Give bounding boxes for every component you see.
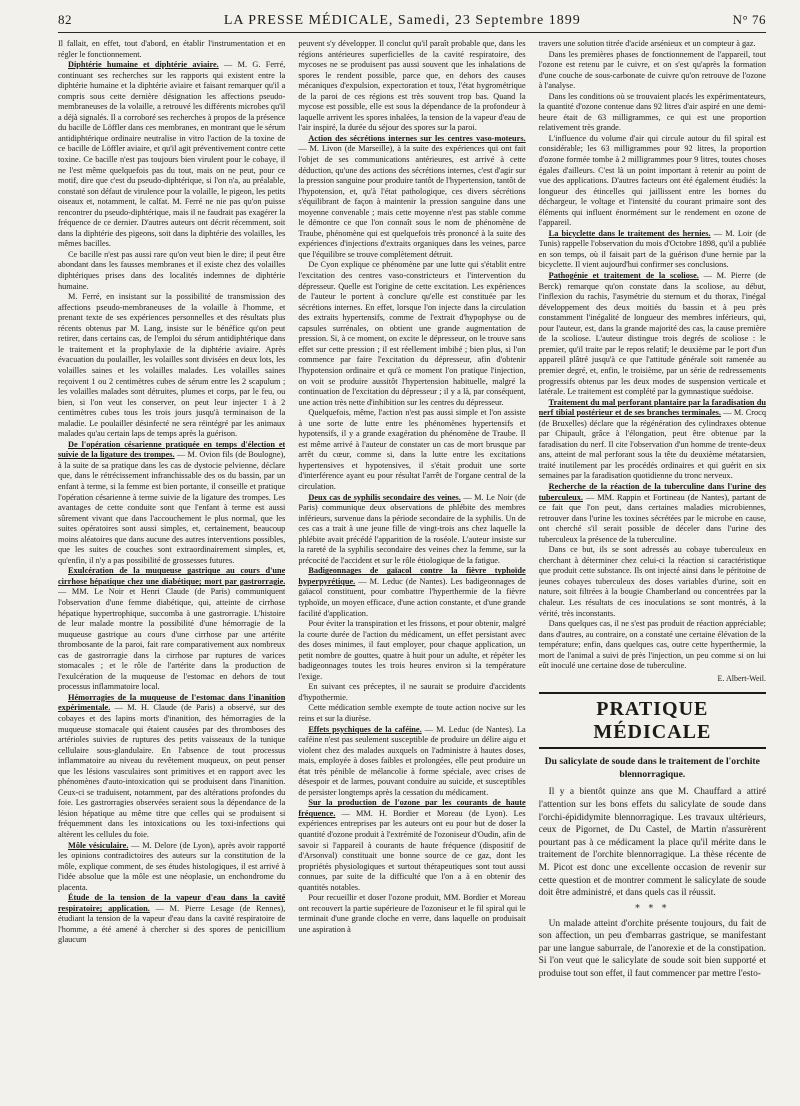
text-paragraph: [539, 50, 766, 92]
paragraph-text: M. Ferré, en insistant sur la possibilité de transmission des affections pseudo-membraneuses de la volaille à l'homme, et prenant texte de ses expériences personnelles et des résultats plus récents obtenus par M. Lang, insiste sur le bénéfice qu'on peut retirer, dans certains cas, de l'emploi du sérum antidiphtérique dans le traitement et la prophylaxie de la diphtérie aviaire. Après évacuation du poulailler, les volailles sont divisées en deux lots, les volailles saines et les volailles malades. Les volailles saines reçoivent 1 ou 2 centimètres cubes de sérum entre les 2 scapulum ; les volailles malades sont détruites, plumes et corps, par le feu, ou bien, si l'on veut les conserver, on peut leur injecter 1 à 2 centimètres cubes tous les trois jours jusqu'à terminaison de la maladie. Le poulailler désinfecté ne sera réintégré par les animaux malades qu'au certain laps de temps après la guérison.: [58, 292, 286, 439]
paragraph-text: L'influence du volume d'air qui circule autour du fil spiral est considérable; les 63 milligrammes pour 92 litres, la proportion d'ozone formée tombe à 2 milligrammes pour 9 litres, toutes choses égales d'ailleurs. C'est là un point important à retenir au point de vue des applications. D'autres facteurs ont été également étudiés: la longueur des étincelles qui jaillissent entre les bornes du déchargeur, le voltage et l'intensité du courant primaire sont des éléments qui influent énormément sur le rendement en ozone de l'appareil.: [538, 133, 766, 228]
text-paragraph: [298, 619, 525, 682]
report-heading: Étude de la tension de la vapeur d'eau dans la cavité respiratoire; application.: [58, 893, 286, 913]
report-heading: Recherche de la réaction de la tuberculine dans l'urine des tuberculeux.: [538, 481, 766, 502]
article-body: [539, 786, 766, 980]
report-paragraph: [539, 271, 766, 398]
paragraph-text: Quelquefois, même, l'action n'est pas aussi simple et l'on assiste à une sorte de lutte entre les phénomènes hypertensifs et hypotensifs, il y a grande exagération du phénomène de Traube. Il est même arrivé à l'auteur de constater un cas de mort brusque par arrêt du cœur, comme si, dans la lutte entre les excitations hypertensives et hypotensives, il s'était produit une sorte d'interférence ayant eu pour résultat l'arrêt de l'organe central de la circulation.: [298, 408, 526, 491]
paragraph-text: — M. Crocq (de Bruxelles) déclare que la régénération des cylindraxes obtenue par Chipault, grâce à l'élongation, peut être obtenue par la faradisation du nerf. Il cite l'observation d'un homme de trente-deux ans, atteint de mal perforant sous la tête du deuxième métatarsien, traité inutilement par les procédés ordinaires et qui guérit en six semaines par la faradisation quotidienne du tronc nerveux.: [538, 408, 766, 481]
paragraph-text: — M. Livon (de Marseille), à la suite des expériences qui ont fait l'objet de ses communications antérieures, est arrivé à cette déduction, qu'une des actions des sécrétions internes, c'est d'agir sur la pression sanguine pour produire tantôt de l'hypertension, tantôt de l'hypotension, et, qu'à l'état pathologique, ces divers sécrétions s'équilibrant de façon à maintenir la pression sanguine dans une moyenne convenable ; mais cette moyenne n'est pas stable comme le démontre ce que l'on connaît sous le nom de phénomène de Traube, phénomène qui est quelquefois très prononcé à la suite des expériences d'injections d'extraits organiques dans les veines, parce que l'équilibre se trouve complètement détruit.: [298, 144, 526, 259]
section-banner: PRATIQUE MÉDICALE: [539, 692, 766, 749]
text-paragraph: [539, 619, 766, 672]
text-columns: [58, 39, 766, 1101]
report-paragraph: [298, 798, 525, 893]
paragraph-text: — M. Loir (de Tunis) rappelle l'observation du mois d'Octobre 1898, qu'il a publiée en son temps, où il faisait part de la guérison d'une hernie par la bicyclette. Il vient aujourd'hui confirmer ses conclusions.: [538, 228, 766, 270]
paragraph-text: travers une solution titrée d'acide arsénieux et un compteur à gaz.: [538, 39, 756, 48]
paragraph-text: — MM. Le Noir et Henri Claude (de Paris) communiquent l'observation d'une femme diabétique, qui, atteinte de cirrhose hépatique hypertrophique, succomba à une gastrorragie. L'histoire de leur malade montre la possibilité d'une hémorragie de la muqueuse gastrique au cours d'une cirrhose par une artérite thrombosante de la paroi, fait rare comparativement aux nombreux cas de gastrorragie dans la cirrhose par ruptures de varices stomacales ; et le rôle de l'artérite dans la production de l'exulcération de la muqueuse de l'estomac en dehors de tout processus inflammatoire local.: [58, 587, 286, 692]
page-header: [58, 12, 766, 33]
paragraph-text: Dans les premières phases de fonctionnement de l'appareil, tout l'ozone est retenu par le cuivre, et on s'est qu'après la formation d'une couche de sous-carbonate de cuivre qu'on retrouve de l'ozone à l'analyse.: [538, 49, 766, 91]
text-paragraph: [298, 682, 525, 703]
report-paragraph: [58, 60, 285, 250]
text-paragraph: [58, 292, 285, 440]
paragraph-text: Dans ce but, ils se sont adressés au cobaye tuberculeux en cherchant à déterminer chez celui-ci la réaction si caractéristique que produit cette substance. Ils ont injecté ainsi dans le péritoine de jeunes cobayes tuberculeux des doses variables d'urine, soit en nature, soit filtrées à la bougie Chamberland ou concentrées par la chaleur. Les résultats de ces inoculations se sont montrés, à la vérité, très inconstants.: [538, 545, 766, 618]
text-paragraph: [298, 893, 525, 935]
report-paragraph: [539, 482, 766, 545]
report-paragraph: [58, 440, 285, 567]
paragraph-text: — M. Pierre (de Berck) remarque qu'on constate dans la scoliose, au début, l'inflexion du rachis, l'asymétrie du sternum et du thorax, l'inégal développement des deux moitiés du bassin et à peu près constamment l'inégalité de longueur des membres inférieurs, qui, pour l'auteur, est, dans la grande majorité des cas, la cause première de la scoliose. L'auteur distingue trois degrés de scoliose : le premier, qu'il traite par le repos relatif; le deuxième par le port d'un appareil plâtré jusqu'à ce que l'attitude générale soit ramenée au premier degré, et, enfin, le troisième, par un série de redressements progressifs obtenus par les deux modes de suspension verticale et latérale. Le traitement est complété par la gymnastique suédoise.: [538, 271, 766, 397]
issue-number: N° 76: [732, 12, 766, 27]
report-paragraph: [58, 566, 285, 693]
text-paragraph: [539, 39, 766, 50]
article-paragraph: Il y a bientôt quinze ans que M. Chauffard a attiré l'attention sur les bons effets du salicylate de soude dans l'orchi-épididymite blennorragique. Les travaux ultérieurs, ceux de Pigornet, de Du Castel, de Martin n'assurèrent pourtant pas à ce médicament la place qu'il mérite dans le traitement de l'orchite blennorragique. La thèse récente de M. Picot est donc une excellente occasion de revenir sur cette question et de montrer comment le salicylate de soude doit être administré, et dans quels cas il réussit.: [538, 787, 766, 899]
report-heading: Traitement du mal perforant plantaire par la faradisation du nerf tibial postérieur et de ses branches terminales.: [538, 397, 766, 418]
text-paragraph: [539, 134, 766, 229]
report-heading: De l'opération césarienne pratiquée en temps d'élection et suivie de la ligature des trompes.: [58, 439, 286, 460]
text-paragraph: [539, 92, 766, 134]
column-2: [298, 39, 525, 1101]
article-paragraph: Un malade atteint d'orchite présente toujours, du fait de son affection, un peu d'embarras gastrique, se manifestant par une langue saburrale, de l'anorexie et de la constipation. Si l'on veut que le salicylate de soude soit bien supporté et produise tout son effet, il faut commencer par mettre l'esto-: [538, 918, 766, 980]
report-heading: Diphtérie humaine et diphtérie aviaire.: [68, 60, 219, 70]
section-separator: * * *: [635, 903, 670, 914]
column-1: [58, 39, 285, 1101]
paragraph-text: — MM. H. Bordier et Moreau (de Lyon). Les expériences entreprises par les auteurs ont eu pour but de doser la quantité d'ozone produit à l'extrémité de l'ozoniseur d'Oudin, afin de savoir si l'appareil à courants de haute fréquence (dispositif de d'Arsonval) constituait une bonne source de ce gaz, dont les propriétés physiologiques et surtout thérapeutiques sont tout aussi connues, par suite de la difficulté que l'on a à en obtenir des quantités notables.: [298, 808, 526, 892]
report-paragraph: [58, 841, 285, 894]
paragraph-text: — M. Leduc (de Nantes). Les badigeonnages de gaïacol constituent, pour combattre l'hyperthermie de la fièvre typhoïde, un moyen efficace, d'une action constante, et d'une grande facilité d'application.: [298, 576, 526, 618]
paragraph-text: En suivant ces préceptes, il ne saurait se produire d'accidents d'hypothermie.: [298, 682, 526, 702]
paragraph-text: De Cyon explique ce phénomène par une lutte qui s'établit entre l'excitation des centres vaso-constricteurs et l'intervention du dépresseur. Quelle est l'origine de cette excitation. Les expériences de l'auteur le portent à conclure qu'elle est constituée par les sécrétions internes. En effet, lorsque l'on injecte dans la circulation des extraits hypertensifs, comme de l'extrait d'hypophyse ou de capsules surrénales, on obtient une grande augmentation de pression. Si, à ce moment, on excite le dépresseur, on le trouve sans effet sur cette pression ; il est réellement imbibé ; bien plus, si l'on commence par faire l'excitation du dépresseur, afin d'obtenir l'hypotension ordinaire et qu'à ce moment l'on pratique l'injection, on voit se produire aussitôt l'hypertension habituelle, malgré la continuation de l'excitation du dépresseur ; il y a là, par conséquent, une action très nette d'inhibition sur les centres du dépresseur.: [298, 260, 526, 407]
paragraph-text: — M. Le Noir (de Paris) communique deux observations de phlébite des membres inférieurs, survenue dans la période secondaire de la syphilis. Un de ces cas a trait à une jeune fille de vingt-trois ans chez laquelle la phlébite avait précédé l'apparition de la roséole. L'auteur insiste sur la rareté de la syphilis secondaire des veines chez la femme, sur la précocité de l'accident et sur le rôle étiologique de la fatigue.: [298, 492, 526, 565]
paragraph-text: — M. Pierre Lesage (de Rennes), étudiant la tension de la vapeur d'eau dans la cavité respiratoire de l'homme, a été amené à chercher si des spores de penicillium glaucum: [58, 903, 286, 945]
journal-title: LA PRESSE MÉDICALE, Samedi, 23 Septembre 1899: [223, 13, 581, 28]
report-paragraph: [298, 134, 525, 261]
paragraph-text: — MM. Rappin et Fortineau (de Nantes), partant de ce fait que l'on peut, dans certaines maladies microbiennes, retrouver dans l'urine les toxines sécrétées par le microbe en cause, ont cherché s'il serait possible de déceler dans l'urine des tuberculeux la présence de la tuberculine.: [538, 492, 766, 544]
report-heading: Action des sécrétions internes sur les centres vaso-moteurs.: [308, 133, 526, 143]
report-heading: Môle vésiculaire.: [68, 840, 129, 850]
paragraph-text: — M. G. Ferré, continuant ses recherches sur les rapports qui existent entre la diphtérie humaine et la diphtérie aviaire et faisant remarquer qu'il a compris sous cette dernière désignation les affections pseudo-membraneuses de la volaille, a retrouvé les différents microbes qu'il a déjà signalés. Il a corroboré ses recherches à propos de la présence du bacille de Löffler dans ces membranes, en montrant que le sérum antidiphtérique ordinaire neutralise in vitro l'action de la toxine de ce bacille de Löffler aviaire, et qu'il agit préventivement contre cette toxine. Ce bacille n'est pas toujours bien virulent pour le cobaye, il ne l'est même quelquefois pas du tout, mais on ne peut, pour ce motif, dire que c'est du pseudo-diphtérique, si l'on n'a, au préalable, constaté son défaut de virulence pour la volaille, le pigeon, les petits oiseaux et, notamment, le calfat. M. Ferré ne nie pas qu'on puisse rencontrer du pseudo-diphtérique, mais il ne faudrait pas exagérer la fréquence de ce dernier. D'autres auteurs ont décrit récemment, soit dans la diphtérie des pigeons, soit dans la diphtérie des volailles, les mêmes bacilles.: [58, 60, 286, 249]
text-paragraph: [58, 250, 285, 292]
paragraph-text: — M. Leduc (de Nantes). La caféine n'est pas seulement susceptible de produire un délire aigu et violent chez des malades auxquels on l'administre à hautes doses, mais, employée à doses faibles et prolongées, elle peut produire un état très pénible de mélancolie à forme spéciale, avec crises de désespoir et de larmes, pouvant conduire au suicide, et susceptibles de persister longtemps après la cessation du médicament.: [298, 724, 526, 797]
report-heading: Sur la production de l'ozone par les courants de haute fréquence.: [298, 798, 526, 818]
text-paragraph: [539, 545, 766, 619]
report-heading: Deux cas de syphilis secondaire des veines.: [308, 492, 461, 502]
report-paragraph: [539, 229, 766, 271]
paragraph-text: peuvent s'y développer. Il conclut qu'il paraît probable que, dans les régions antérieures superficielles de la cavité respiratoire, des mycoses ne se produisent pas aussi souvent que les inhalations de spores le rendent possible, parce que, en dehors des causes mécaniques d'expulsion, expectoration et toux, l'état hygrométrique de la paroi de ces régions est très souvent trop bas. Quand la mycose est possible, elle est sous la dépendance de la profondeur à laquelle arrivent les spores inhalées, la tension de la vapeur d'eau de l'air inspiré, la durée du séjour des spores sur la paroi.: [298, 39, 526, 133]
report-paragraph: [298, 725, 525, 799]
report-heading: Pathogénie et traitement de la scoliose.: [548, 271, 699, 281]
paragraph-text: Il fallait, en effet, tout d'abord, en établir l'instrumentation et en régler le fonctionnement.: [58, 39, 286, 59]
text-paragraph: [298, 39, 525, 134]
report-heading: Badigeonnages de gaïacol contre la fièvre typhoïde hyperpyrétique.: [298, 566, 526, 586]
paragraph-text: Dans les conditions où se trouvaient placés les expérimentateurs, la quantité d'ozone contenue dans 92 litres d'air aspiré en une demi-heure était de 63 milligrammes, ce qui est une proportion relativement très grande.: [538, 91, 766, 133]
paragraph-text: — M. H. Claude (de Paris) a observé, sur des cobayes et des lapins morts d'inanition, des hémorragies de la muqueuse stomacale qui étaient causées par des thromboses des artérioles suivies de ruptures des petits vaisseaux de la tunique cellulaire sous-glandulaire. En l'absence de tout processus inflammatoire au niveau du revêtement muqueux, on peut penser que les lésions vasculaires sont primitives et en rapport avec les phénomènes d'auto-intoxication qui se produisent dans l'inanition. Ceux-ci se traduisent, notamment, par des altérations profondes du foie. Les gastrorragies observées seraient sous la dépendance de la lésion hépatique au même titre que celles qui se produisent si fréquemment dans les intoxications ou les toxi-infections qui altèrent les cellules du foie.: [58, 703, 286, 840]
column-3-reports: [539, 39, 766, 684]
paragraph-text: Dans quelques cas, il ne s'est pas produit de réaction appréciable; dans d'autres, au contraire, on a constaté une certaine élévation de la température; enfin, dans quelques cas, outre cette hyperthermie, la mort de l'animal a suivi de près l'injection, un peu comme si on lui eût inoculé une certaine dose de tuberculine.: [538, 619, 766, 671]
report-heading: Exulcération de la muqueuse gastrique au cours d'une cirrhose hépatique chez une diabétique; mort par gastrorragie.: [58, 566, 286, 586]
report-paragraph: [298, 493, 525, 567]
report-heading: Effets psychiques de la caféine.: [308, 724, 422, 734]
paragraph-text: Pour éviter la transpiration et les frissons, et pour obtenir, malgré la courte durée de l'action du médicament, un effet persistant avec des doses minimes, il faut employer, pour chaque application, un petit nombre de gouttes, quatre à huit pour un adulte, et répéter les badigeonnages toutes les trois heures environ si la température l'exige.: [298, 619, 526, 681]
text-paragraph: [58, 39, 285, 60]
report-paragraph: [298, 566, 525, 619]
article-title: Du salicylate de soude dans le traitement de l'orchite blennorragique.: [544, 756, 760, 781]
paragraph-text: Pour recueillir et doser l'ozone produit, MM. Bordier et Moreau ont recouvert la partie supérieure de l'ozoniseur et le fil spiral qui le terminait d'une grande cloche en verre, dans laquelle on produisait une aspiration à: [298, 893, 526, 934]
text-paragraph: [298, 260, 525, 408]
paragraph-text: — M. Delore (de Lyon), après avoir rapporté les opinions contradictoires des auteurs sur la constitution de la môle, explique comment, de ses études histologiques, il est arrivé à l'idée absolue que la môle est une néoplasie, un enchondrome du placenta.: [58, 840, 286, 892]
page-number: 82: [58, 12, 72, 27]
paragraph-text: — M. Ovion fils (de Boulogne), à la suite de sa pratique dans les cas de dystocie pelvienne, déclare que, dans le rétrécissement infranchissable des os du bassin, par un enfant à terme, si la femme est bien portante, il conseille et pratique l'opération césarienne à terme suivie de la ligature des trompes. Les avantages de cette conduite sont que l'enfant à terme est aussi sûrement vivant que dans l'accouchement le plus normal, que les suites opératoires sont aussi simples, et, certainement, beaucoup moins aléatoires que dans aucune des autres interventions possibles, que les suites de couches sont extraordinairement simples, et, qu'enfin, il n'y a pas possibilité de grossesses futures.: [58, 450, 286, 565]
column-3: [539, 39, 766, 1101]
text-paragraph: [298, 408, 525, 492]
author-signature: E. Albert-Weil.: [717, 673, 766, 683]
report-heading: Hémorragies de la muqueuse de l'estomac dans l'inanition expérimentale.: [58, 692, 286, 713]
text-paragraph: [298, 703, 525, 724]
paragraph-text: Ce bacille n'est pas aussi rare qu'on veut bien le dire; il peut être abondant dans les fausses membranes et il existe chez des volailles diphtériques prises dans des localités indemnes de diphtérie humaine.: [58, 249, 286, 291]
report-paragraph: [58, 693, 285, 841]
report-paragraph: [539, 398, 766, 482]
paragraph-text: Cette médication semble exempte de toute action nocive sur les reins et sur la diurèse.: [298, 703, 526, 723]
report-heading: La bicyclette dans le traitement des hernies.: [548, 228, 711, 238]
report-paragraph: [58, 893, 285, 946]
